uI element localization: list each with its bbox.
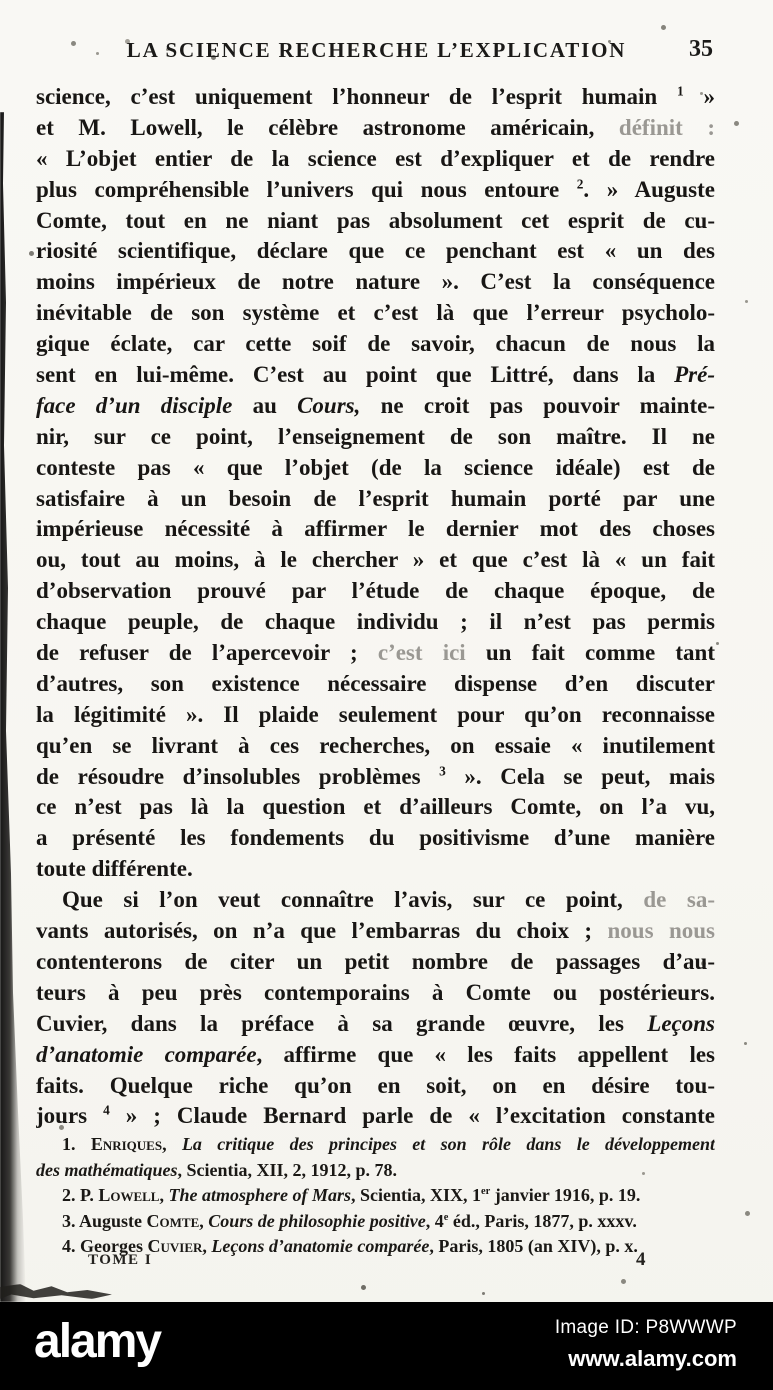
text-line bbox=[36, 700, 715, 731]
text-line bbox=[36, 1071, 715, 1102]
text-segment: , affirme que « les faits appellent les bbox=[256, 1041, 715, 1067]
text-segment: Cours de philosophie positive bbox=[208, 1210, 426, 1231]
text-segment: The atmosphere of Mars bbox=[168, 1185, 351, 1205]
text-segment: la légitimité ». Il plaide seulement pour qu’on reconnaisse bbox=[36, 701, 715, 727]
running-header: LA SCIENCE RECHERCHE L’EXPLICATION bbox=[126, 38, 627, 62]
text-segment: Cuvier bbox=[147, 1236, 203, 1256]
text-line bbox=[36, 576, 715, 607]
text-line bbox=[36, 545, 715, 576]
text-segment: . » Auguste bbox=[583, 176, 715, 202]
text-line bbox=[36, 267, 715, 298]
text-line bbox=[36, 885, 715, 916]
text-line bbox=[36, 607, 715, 638]
text-segment: a présenté les fondements du positivisme d’une manière bbox=[36, 825, 715, 851]
text-segment: moins impérieux de notre nature ». C’est la conséquence bbox=[36, 269, 715, 295]
text-line bbox=[36, 978, 715, 1009]
text-segment: , bbox=[159, 1185, 169, 1205]
text-line bbox=[36, 206, 715, 237]
page-number: 35 bbox=[689, 36, 713, 62]
text-segment: , bbox=[202, 1236, 212, 1256]
text-segment: 2 bbox=[576, 176, 584, 192]
text-line bbox=[36, 1040, 715, 1071]
text-segment: La critique des principes et son rôle dans le développement bbox=[181, 1134, 715, 1154]
text-line bbox=[36, 1132, 715, 1158]
image-id-text: Image ID: P8WWWP bbox=[554, 1317, 737, 1338]
text-segment: Leçons d’anatomie comparée bbox=[211, 1236, 430, 1256]
text-line bbox=[36, 916, 715, 947]
text-segment: c’est ici bbox=[377, 640, 466, 666]
signature-mark: 4 bbox=[636, 1249, 646, 1270]
footnotes bbox=[36, 1132, 715, 1260]
text-segment: gique éclate, car cette soif de savoir, chacun de nous la bbox=[36, 331, 715, 357]
text-line bbox=[36, 113, 715, 144]
text-line bbox=[36, 1101, 715, 1132]
text-segment: toute différente. bbox=[36, 856, 193, 882]
text-segment: ne croit pas pouvoir mainte- bbox=[360, 392, 715, 418]
text-segment: er bbox=[481, 1186, 491, 1197]
text-segment: d’autres, son existence nécessaire dispense d’en discuter bbox=[36, 670, 715, 696]
text-line bbox=[36, 298, 715, 329]
text-segment: sent en lui-même. C’est au point que Littré, dans la bbox=[36, 362, 675, 388]
text-segment: contenterons de citer un petit nombre de passages d’au- bbox=[36, 948, 715, 974]
text-segment: jours bbox=[36, 1103, 104, 1129]
text-line bbox=[36, 762, 715, 793]
text-segment: janvier 1916, p. 19. bbox=[490, 1185, 641, 1205]
text-segment: « L’objet entier de la science est d’expliquer et de rendre bbox=[36, 145, 715, 171]
text-segment: 4. Georges bbox=[62, 1236, 148, 1256]
text-segment: de refuser de l’apercevoir ; bbox=[36, 640, 378, 666]
text-segment: chaque peuple, de chaque individu ; il n’est pas permis bbox=[36, 609, 715, 635]
text-segment: » bbox=[683, 84, 715, 109]
text-line bbox=[36, 1009, 715, 1040]
text-segment: des mathématiques bbox=[36, 1159, 178, 1180]
text-segment: science, c’est uniquement l’honneur de l’esprit humain bbox=[36, 84, 678, 109]
body-text bbox=[36, 82, 715, 1132]
text-segment: conteste pas « que l’objet (de la science idéale) est de bbox=[36, 454, 715, 480]
text-segment: ». Cela se peut, mais bbox=[445, 763, 715, 789]
text-segment: faits. Quelque riche qu’on en soit, on en désire tou- bbox=[36, 1072, 715, 1098]
text-segment: Cours, bbox=[297, 392, 361, 418]
volume-label: TOME I bbox=[88, 1252, 153, 1268]
text-segment: ce n’est pas là la question et d’ailleurs Comte, on l’a vu, bbox=[36, 794, 715, 820]
text-line bbox=[36, 823, 715, 854]
text-line bbox=[36, 1209, 715, 1235]
text-segment: , Scientia, XII, 2, 1912, p. 78. bbox=[177, 1159, 398, 1180]
text-line bbox=[36, 82, 715, 113]
text-line bbox=[36, 422, 715, 453]
text-segment: 3 bbox=[439, 762, 446, 778]
text-segment: de résoudre d’insolubles problèmes bbox=[36, 763, 440, 789]
text-segment: face d’un disciple bbox=[36, 392, 233, 418]
watermark-info bbox=[555, 1317, 737, 1372]
text-segment: 4 bbox=[103, 1102, 110, 1118]
text-segment: plus compréhensible l’univers qui nous entoure bbox=[36, 176, 577, 202]
text-line bbox=[36, 453, 715, 484]
text-segment: de sa- bbox=[643, 887, 715, 913]
text-segment: Leçons bbox=[647, 1010, 715, 1036]
text-segment: Comte, tout en ne niant pas absolument cet esprit de cu- bbox=[36, 207, 715, 233]
text-line bbox=[36, 144, 715, 175]
text-line bbox=[36, 731, 715, 762]
text-segment: » ; Claude Bernard parle de « l’excitation constante bbox=[109, 1103, 715, 1129]
text-segment: Lowell bbox=[98, 1185, 160, 1205]
text-segment: riosité scientifique, déclare que ce penchant est « un des bbox=[36, 238, 715, 264]
text-segment: 3. Auguste bbox=[62, 1210, 147, 1231]
text-line bbox=[36, 175, 715, 206]
text-line bbox=[36, 329, 715, 360]
text-line bbox=[36, 854, 715, 885]
text-segment: définit : bbox=[618, 114, 715, 140]
text-line bbox=[36, 514, 715, 545]
text-segment: et M. Lowell, le célèbre astronome américain, bbox=[36, 114, 619, 140]
text-segment: nir, sur ce point, l’enseignement de son maître. Il ne bbox=[36, 423, 715, 449]
text-segment: e bbox=[443, 1211, 449, 1223]
text-segment: , bbox=[162, 1134, 182, 1154]
book-gutter-shadow bbox=[0, 112, 26, 1302]
text-line bbox=[36, 792, 715, 823]
alamy-logo: alamy bbox=[34, 1315, 161, 1368]
text-segment: , bbox=[199, 1210, 209, 1231]
text-segment: teurs à peu près contemporains à Comte ou postérieurs. bbox=[36, 979, 715, 1005]
text-line bbox=[36, 360, 715, 391]
text-segment: satisfaire à un besoin de l’esprit humain porté par une bbox=[36, 485, 715, 511]
text-segment: ou, tout au moins, à le chercher » et que c’est là « un fait bbox=[36, 547, 715, 573]
text-segment: Que si l’on veut connaître l’avis, sur ce point, bbox=[62, 887, 644, 913]
text-line bbox=[36, 1183, 715, 1209]
text-segment: vants autorisés, on n’a que l’embarras du choix ; bbox=[36, 918, 608, 944]
alamy-url-text: www.alamy.com bbox=[568, 1346, 737, 1371]
scan-noise-specks bbox=[0, 0, 3, 3]
text-segment: 2. P. bbox=[62, 1185, 99, 1205]
text-line bbox=[36, 669, 715, 700]
text-segment: , Paris, 1805 (an XIV), p. x. bbox=[429, 1236, 638, 1256]
text-segment: Enriques bbox=[90, 1134, 163, 1154]
text-segment: impérieuse nécessité à affirmer le dernier mot des choses bbox=[36, 516, 715, 542]
text-segment: Pré- bbox=[674, 362, 715, 388]
text-segment: éd., Paris, 1877, p. xxxv. bbox=[448, 1210, 637, 1231]
text-line bbox=[36, 484, 715, 515]
text-line bbox=[36, 391, 715, 422]
text-line bbox=[36, 947, 715, 978]
text-segment: , 4 bbox=[425, 1210, 444, 1231]
text-segment: d’observation prouvé par l’étude de chaque époque, de bbox=[36, 578, 715, 604]
text-line bbox=[36, 1158, 715, 1184]
watermark-bar bbox=[0, 1302, 773, 1390]
text-segment: inévitable de son système et c’est là que l’erreur psycholo- bbox=[36, 300, 715, 326]
text-segment: qu’en se livrant à ces recherches, on essaie « inutilement bbox=[36, 732, 715, 758]
text-segment: 1. bbox=[62, 1134, 91, 1154]
text-segment: Comte bbox=[146, 1210, 200, 1231]
text-segment: 1 bbox=[677, 83, 684, 99]
text-segment: Cuvier, dans la préface à sa grande œuvre, les bbox=[36, 1010, 648, 1036]
text-segment: , Scientia, XIX, 1 bbox=[351, 1185, 481, 1205]
text-segment: un fait comme tant bbox=[465, 640, 715, 666]
text-segment: nous nous bbox=[607, 918, 715, 944]
text-line bbox=[36, 236, 715, 267]
text-segment: d’anatomie comparée bbox=[36, 1041, 257, 1067]
text-segment: au bbox=[232, 392, 298, 418]
text-line bbox=[36, 638, 715, 669]
